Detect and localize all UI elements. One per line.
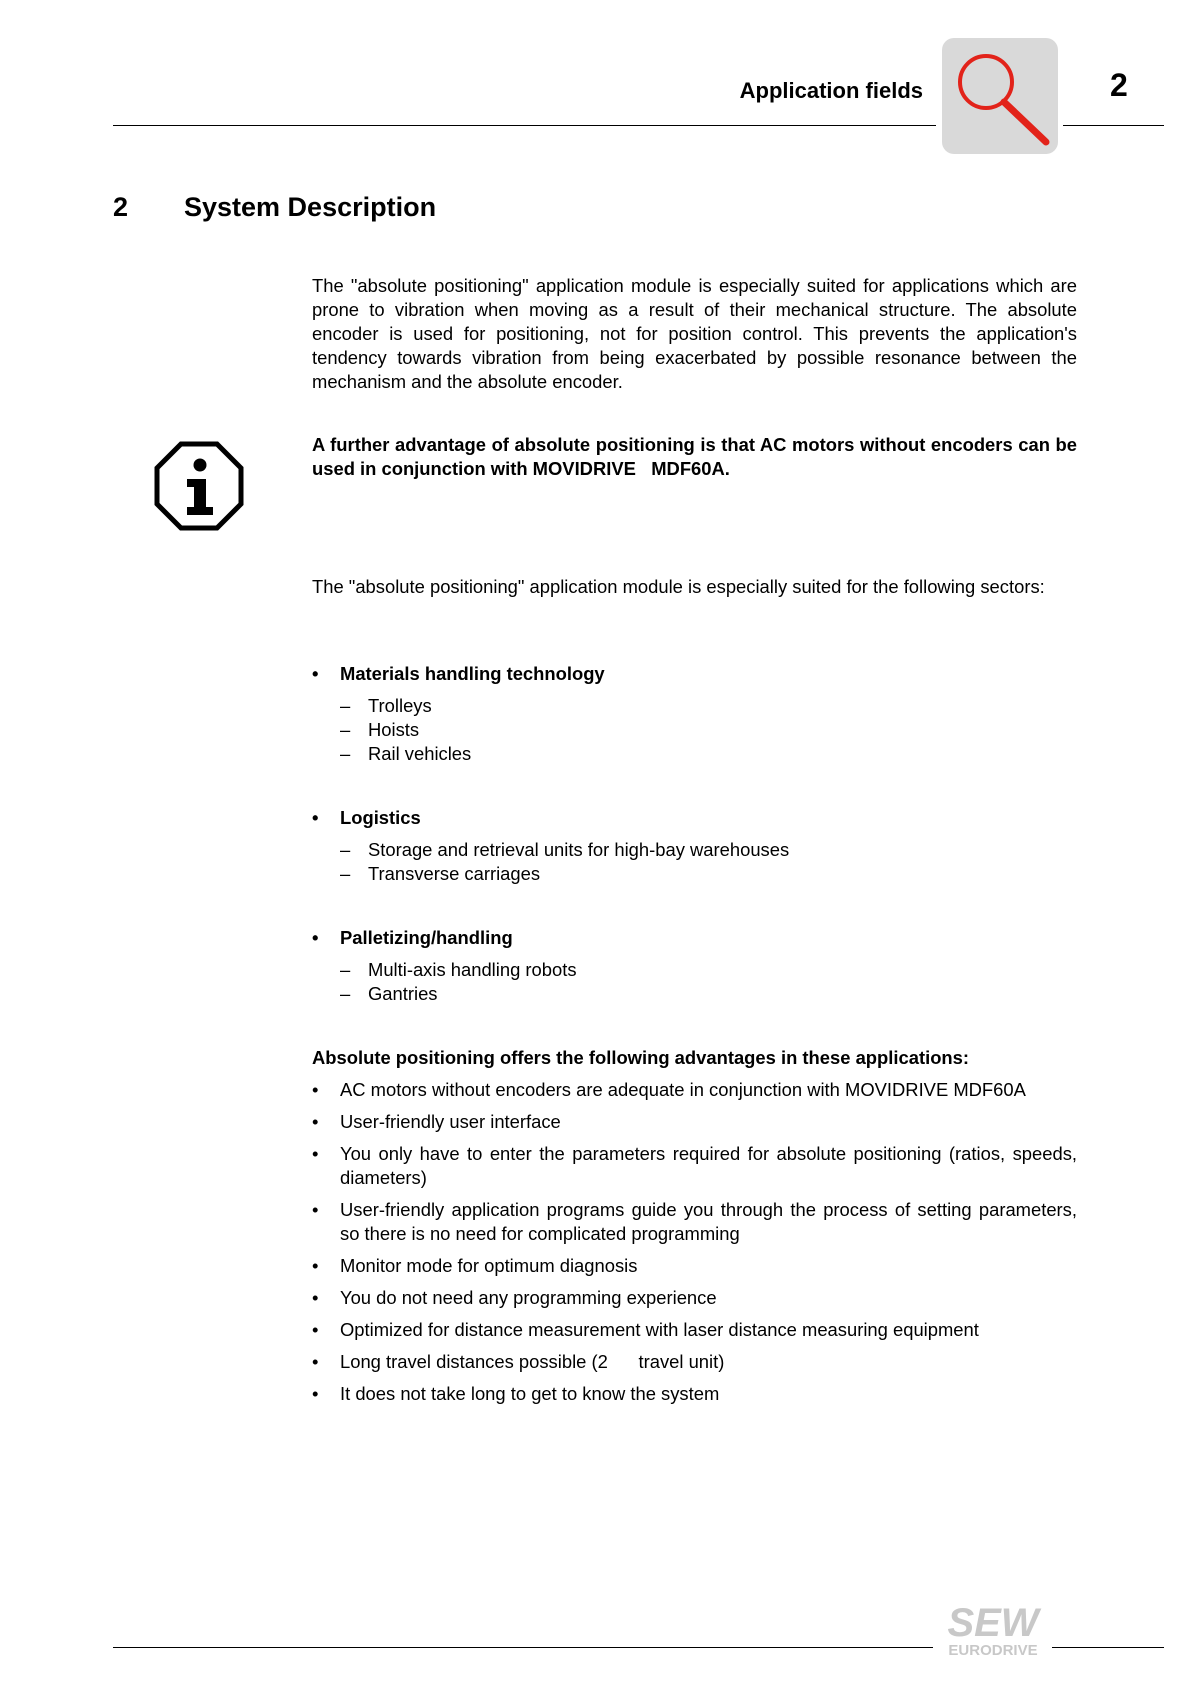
sector-item: Multi-axis handling robots <box>368 959 577 980</box>
magnifier-icon <box>942 38 1058 154</box>
bullet: • <box>312 1255 319 1276</box>
sector-item: Gantries <box>368 983 438 1004</box>
advantages-heading: Absolute positioning offers the following advantages in these applications: <box>312 1047 970 1068</box>
note-text: A further advantage of absolute positioning is that AC motors without encoders can be used in conjunction with MOVIDRIVE MDF60A. <box>312 434 1077 479</box>
list-item <box>312 926 1077 950</box>
list-item <box>312 862 1077 886</box>
list-item <box>312 806 1077 830</box>
list-item <box>312 1286 1077 1310</box>
advantage-text: Optimized for distance measurement with laser distance measuring equipment <box>340 1319 979 1340</box>
sector-logistics <box>312 806 1077 886</box>
bullet: • <box>312 1351 319 1372</box>
list-item <box>312 1110 1077 1134</box>
info-icon <box>154 441 244 531</box>
sector-item: Transverse carriages <box>368 863 541 884</box>
sectors-intro: The "absolute positioning" application module is especially suited for the following sectors: <box>312 576 1045 597</box>
dash: – <box>340 983 351 1004</box>
sector-materials-handling <box>312 662 1077 766</box>
chapter-tab <box>942 38 1058 154</box>
sector-title: Palletizing/handling <box>340 927 513 948</box>
sector-item: Hoists <box>368 719 420 740</box>
dash: – <box>340 719 351 740</box>
logo-text-top: SEW <box>947 1601 1039 1645</box>
list-item <box>312 1318 1077 1342</box>
bullet: • <box>312 1143 319 1164</box>
advantage-text: You only have to enter the parameters required for absolute positioning (ratios, speeds, diameters) <box>340 1143 1077 1188</box>
list-item <box>312 1198 1077 1246</box>
bullet: • <box>312 663 319 684</box>
dash: – <box>340 839 351 860</box>
intro-paragraph: The "absolute positioning" application module is especially suited for applications which are prone to vibration when moving as a result of their mechanical structure. The absolute encoder is used for positioning, not for position control. This prevents the application's tendency towards vibration from being exacerbated by possible resonance between the mechanism and the absolute encoder. <box>312 275 1077 392</box>
advantages-list <box>312 1078 1077 1414</box>
sector-item: Rail vehicles <box>368 743 472 764</box>
list-item <box>312 718 1077 742</box>
bullet: • <box>312 807 319 828</box>
section-number: 2 <box>113 192 129 222</box>
dash: – <box>340 695 351 716</box>
list-item <box>312 1142 1077 1190</box>
list-item <box>312 662 1077 686</box>
bullet: • <box>312 1111 319 1132</box>
header-rule-right <box>1063 125 1164 126</box>
advantage-text: It does not take long to get to know the system <box>340 1383 720 1404</box>
advantage-text: Long travel distances possible (2 travel unit) <box>340 1351 725 1372</box>
list-item <box>312 1254 1077 1278</box>
advantage-text: You do not need any programming experience <box>340 1287 717 1308</box>
bullet: • <box>312 1199 319 1220</box>
list-item <box>312 958 1077 982</box>
bullet: • <box>312 1383 319 1404</box>
footer-rule-right <box>1052 1647 1164 1648</box>
footer-rule <box>113 1647 933 1648</box>
bullet: • <box>312 1079 319 1100</box>
sector-title: Materials handling technology <box>340 663 605 684</box>
sector-item: Storage and retrieval units for high-bay warehouses <box>368 839 790 860</box>
sector-item: Trolleys <box>368 695 432 716</box>
advantage-text: User-friendly application programs guide you through the process of setting parameters, so there is no need for complicated programming <box>340 1199 1077 1244</box>
bullet: • <box>312 1287 319 1308</box>
dash: – <box>340 863 351 884</box>
running-header-title: Application fields <box>739 78 923 103</box>
chapter-number: 2 <box>1110 67 1128 103</box>
header-rule <box>113 125 936 126</box>
advantage-text: Monitor mode for optimum diagnosis <box>340 1255 638 1276</box>
bullet: • <box>312 1319 319 1340</box>
dash: – <box>340 959 351 980</box>
sector-palletizing <box>312 926 1077 1006</box>
sector-title: Logistics <box>340 807 421 828</box>
list-item <box>312 838 1077 862</box>
list-item <box>312 742 1077 766</box>
sew-eurodrive-logo <box>936 1600 1050 1660</box>
advantage-text: AC motors without encoders are adequate in conjunction with MOVIDRIVE MDF60A <box>340 1079 1026 1100</box>
bullet: • <box>312 927 319 948</box>
list-item <box>312 982 1077 1006</box>
list-item <box>312 1350 1077 1374</box>
section-title: System Description <box>184 192 437 222</box>
logo-text-bottom: EURODRIVE <box>948 1642 1038 1659</box>
list-item <box>312 1382 1077 1406</box>
list-item <box>312 694 1077 718</box>
advantage-text: User-friendly user interface <box>340 1111 561 1132</box>
list-item <box>312 1078 1077 1102</box>
dash: – <box>340 743 351 764</box>
